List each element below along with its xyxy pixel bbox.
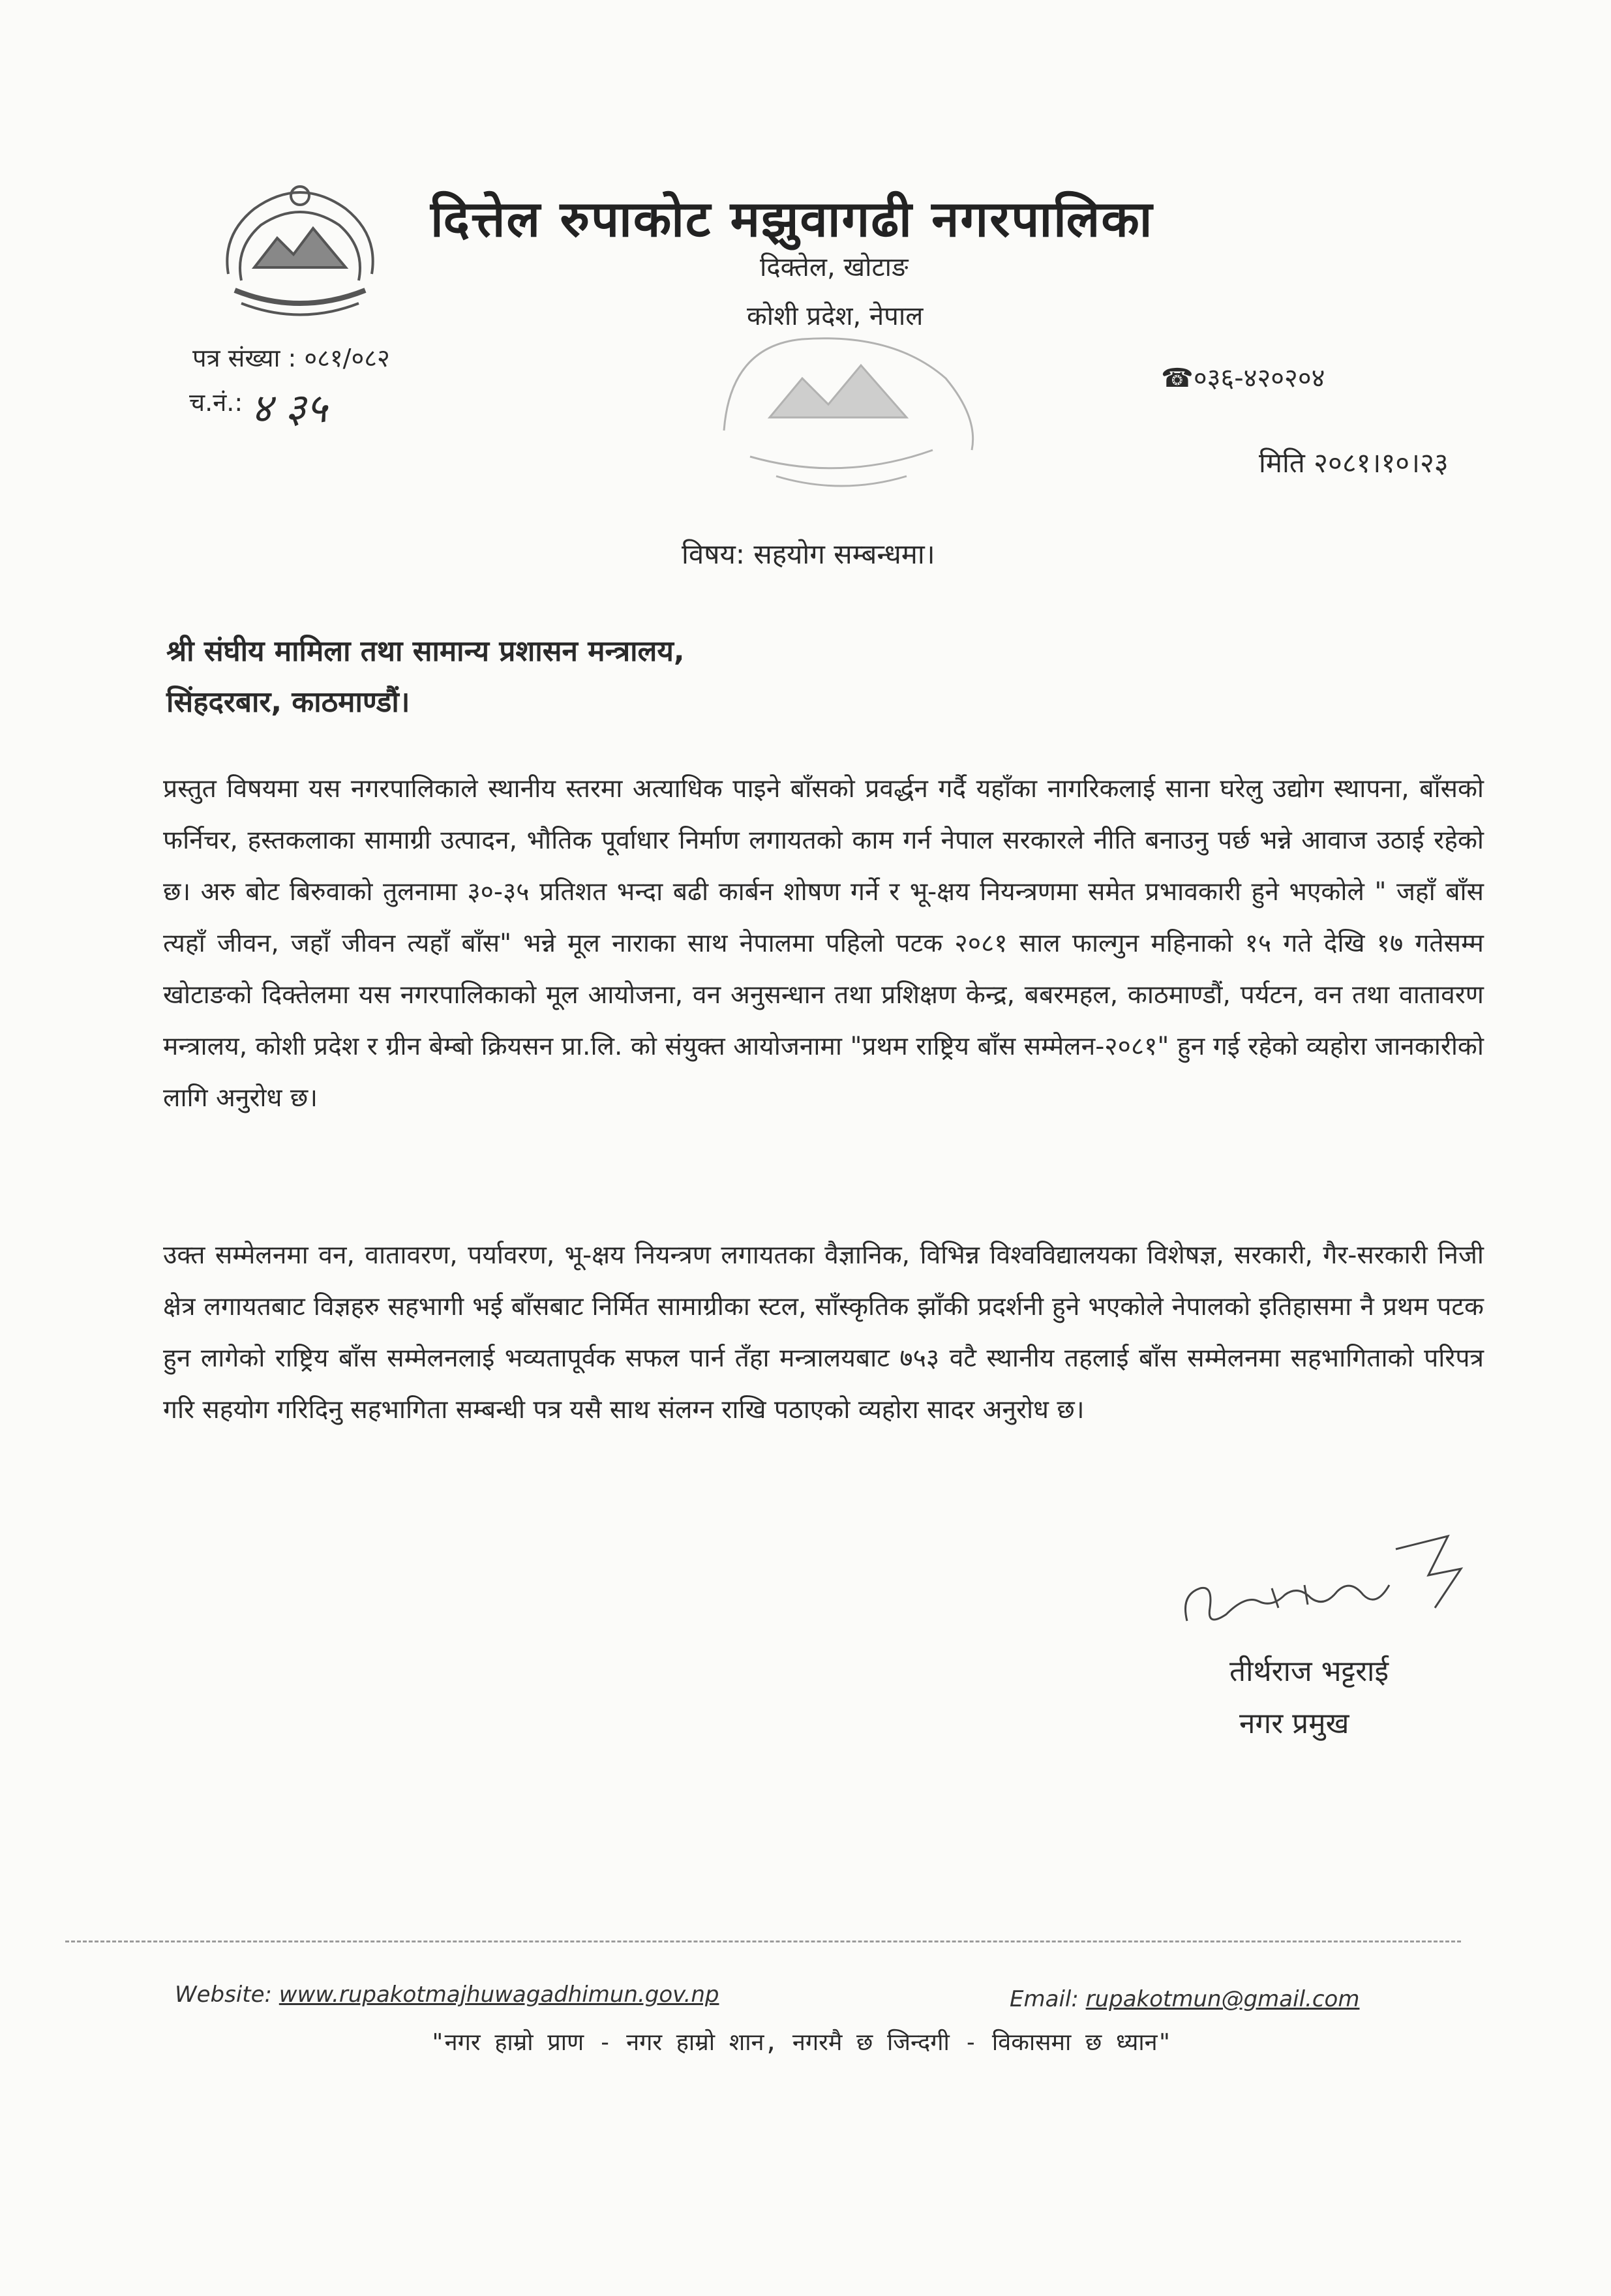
- footer-website: [175, 1982, 719, 2008]
- website-label: Website:: [175, 1982, 272, 2008]
- phone-number: ☎०३६-४२०२०४: [1161, 363, 1325, 393]
- addressee-line-1: श्री संघीय मामिला तथा सामान्य प्रशासन मन्त्रालय,: [166, 635, 685, 668]
- letter-number: पत्र संख्या : ०८१/०८२: [192, 344, 390, 372]
- letter-subject: विषय: सहयोग सम्बन्धमा।: [682, 538, 935, 570]
- address-line-2: कोशी प्रदेश, नेपाल: [747, 301, 924, 331]
- nepal-emblem-icon: [215, 176, 385, 326]
- dispatch-label: च.नं.:: [189, 388, 243, 417]
- body-paragraph-2: उक्त सम्मेलनमा वन, वातावरण, पर्यावरण, भू-क्षय नियन्त्रण लगायतका वैज्ञानिक, विभिन्न विश्वविद्यालयका विशेषज्ञ, सरकारी, गैर-सरकारी निजी क्षेत्र लगायतबाट विज्ञहरु सहभागी भई बाँसबाट निर्मित सामाग्रीका स्टल, साँस्कृतिक झाँकी प्रदर्शनी हुने भएकोले नेपालको इतिहासमा नै प्रथम पटक हुन लागेको राष्ट्रिय बाँस सम्मेलनलाई भव्यतापूर्वक सफल पार्न तँहा मन्त्रालयबाट ७५३ वटै स्थानीय तहलाई बाँस सम्मेलनमा सहभागिताको परिपत्र गरि सहयोग गरिदिनु सहभागिता सम्बन्धी पत्र यसै साथ संलग्न राखि पठाएको व्यहोरा सादर अनुरोध छ।: [163, 1241, 1484, 1425]
- footer-divider: [65, 1941, 1461, 1942]
- footer-slogan: "नगर हाम्रो प्राण - नगर हाम्रो शान, नगरमै छ जिन्दगी - विकासमा छ ध्यान": [430, 2029, 1172, 2056]
- signatory-name: तीर्थराज भट्टराई: [1229, 1655, 1389, 1688]
- office-stamp-icon: [711, 320, 985, 509]
- email-label: Email:: [1010, 1986, 1079, 2012]
- website-link[interactable]: www.rupakotmajhuwagadhimun.gov.np: [279, 1982, 719, 2008]
- addressee-block: [166, 626, 685, 728]
- signatory-title: नगर प्रमुख: [1239, 1707, 1349, 1740]
- letter-date: मिति २०८१।१०।२३: [1259, 447, 1449, 479]
- email-link[interactable]: rupakotmun@gmail.com: [1085, 1986, 1360, 2012]
- footer-email: [1010, 1986, 1359, 2012]
- addressee-line-2: सिंहदरबार, काठमाण्डौं।: [166, 686, 410, 719]
- signature-icon: [1174, 1523, 1474, 1640]
- address-line-1: दिक्तेल, खोटाङ: [760, 252, 909, 282]
- org-name: दित्तेल रुपाकोट मझुवागढी नगरपालिका: [430, 190, 1154, 248]
- dispatch-number: ४ ३५: [251, 384, 327, 432]
- body-paragraph-1: प्रस्तुत विषयमा यस नगरपालिकाले स्थानीय स्तरमा अत्याधिक पाइने बाँसको प्रवर्द्धन गर्दै यहाँका नागरिकलाई साना घरेलु उद्योग स्थापना, बाँसको फर्निचर, हस्तकलाका सामाग्री उत्पादन, भौतिक पूर्वाधार निर्माण लगायतको काम गर्न नेपाल सरकारले नीति बनाउनु पर्छ भन्ने आवाज उठाई रहेको छ। अरु बोट बिरुवाको तुलनामा ३०-३५ प्रतिशत भन्दा बढी कार्बन शोषण गर्ने र भू-क्षय नियन्त्रणमा समेत प्रभावकारी हुने भएकोले " जहाँ बाँस त्यहाँ जीवन, जहाँ जीवन त्यहाँ बाँस" भन्ने मूल नाराका साथ नेपालमा पहिलो पटक २०८१ साल फाल्गुन महिनाको १५ गते देखि १७ गतेसम्म खोटाङको दिक्तेलमा यस नगरपालिकाको मूल आयोजना, वन अनुसन्धान तथा प्रशिक्षण केन्द्र, बबरमहल, काठमाण्डौं, पर्यटन, वन तथा वातावरण मन्त्रालय, कोशी प्रदेश र ग्रीन बेम्बो क्रियसन प्रा.लि. को संयुक्त आयोजनामा "प्रथम राष्ट्रिय बाँस सम्मेलन-२०८१" हुन गई रहेको व्यहोरा जानकारीको लागि अनुरोध छ।: [163, 774, 1484, 1113]
